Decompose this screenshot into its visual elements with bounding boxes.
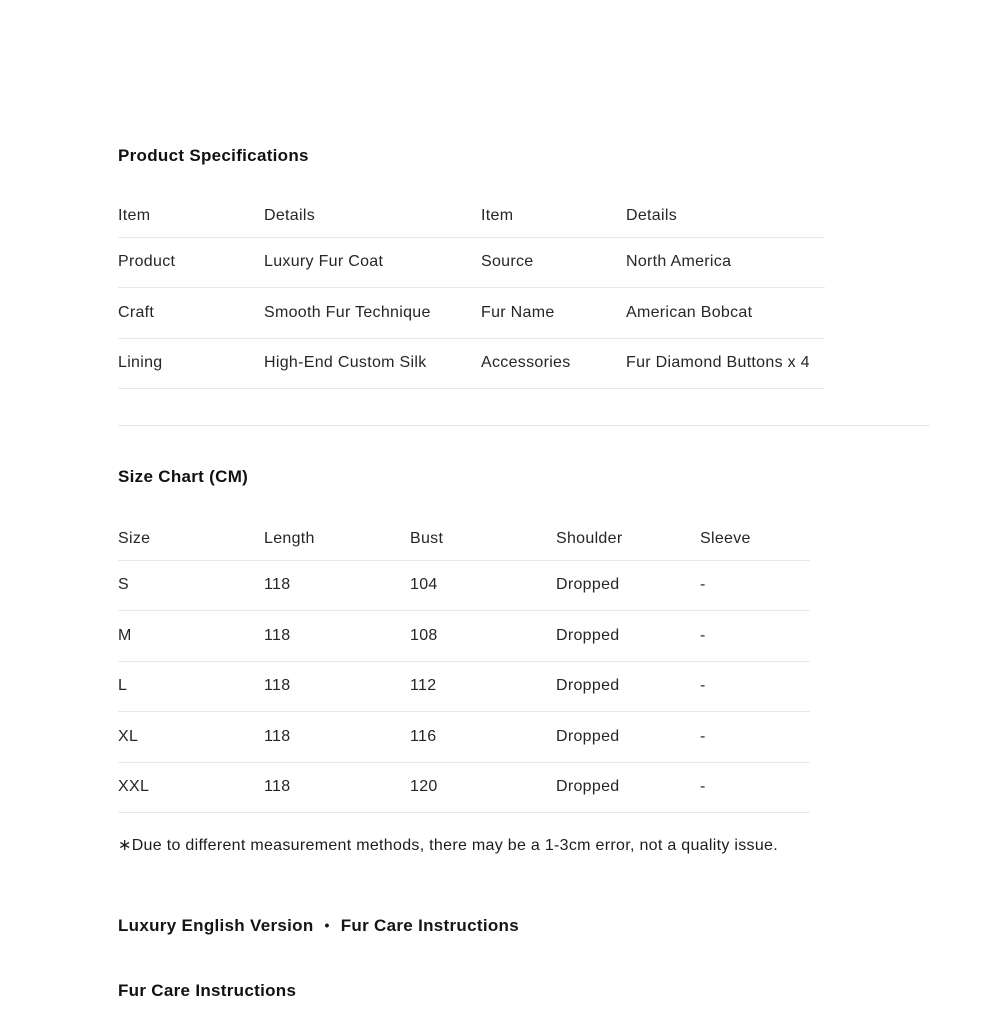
table-cell: M bbox=[118, 611, 264, 662]
table-row bbox=[118, 712, 810, 763]
table-cell: - bbox=[700, 712, 810, 763]
product-variant-line bbox=[118, 916, 930, 935]
table-cell: 118 bbox=[264, 611, 410, 662]
section-divider bbox=[118, 425, 930, 426]
table-cell: 112 bbox=[410, 661, 556, 712]
table-cell: XXL bbox=[118, 762, 264, 813]
fur-care-instructions-title: Fur Care Instructions bbox=[118, 981, 297, 1000]
table-cell: 118 bbox=[264, 712, 410, 763]
column-header: Details bbox=[264, 196, 481, 237]
table-cell: American Bobcat bbox=[626, 288, 825, 339]
table-cell: North America bbox=[626, 237, 825, 288]
table-cell: 104 bbox=[410, 560, 556, 611]
table-cell: - bbox=[700, 661, 810, 712]
table-cell: Lining bbox=[118, 338, 264, 389]
table-row bbox=[118, 762, 810, 813]
table-cell: Dropped bbox=[556, 712, 700, 763]
table-cell: High-End Custom Silk bbox=[264, 338, 481, 389]
table-row bbox=[118, 661, 810, 712]
column-header: Item bbox=[481, 196, 626, 237]
column-header: Size bbox=[118, 518, 264, 560]
table-cell: 118 bbox=[264, 762, 410, 813]
table-cell: Dropped bbox=[556, 762, 700, 813]
size-table-header-row bbox=[118, 518, 810, 560]
table-cell: Luxury Fur Coat bbox=[264, 237, 481, 288]
table-cell: Accessories bbox=[481, 338, 626, 389]
product-specifications-table bbox=[118, 196, 825, 389]
fur-care-instructions-label: Fur Care Instructions bbox=[340, 916, 519, 935]
table-row bbox=[118, 338, 825, 389]
table-cell: - bbox=[700, 611, 810, 662]
table-cell: 116 bbox=[410, 712, 556, 763]
table-cell: Craft bbox=[118, 288, 264, 339]
table-cell: S bbox=[118, 560, 264, 611]
table-cell: Fur Diamond Buttons x 4 bbox=[626, 338, 825, 389]
measurement-note: ∗Due to different measurement methods, there may be a 1-3cm error, not a quality issue. bbox=[118, 837, 778, 854]
table-row bbox=[118, 560, 810, 611]
table-cell: 120 bbox=[410, 762, 556, 813]
table-cell: 118 bbox=[264, 560, 410, 611]
column-header: Shoulder bbox=[556, 518, 700, 560]
table-cell: Dropped bbox=[556, 661, 700, 712]
table-row bbox=[118, 288, 825, 339]
table-cell: 108 bbox=[410, 611, 556, 662]
table-cell: Source bbox=[481, 237, 626, 288]
table-cell: Smooth Fur Technique bbox=[264, 288, 481, 339]
size-chart-title: Size Chart (CM) bbox=[118, 467, 249, 486]
column-header: Item bbox=[118, 196, 264, 237]
table-cell: Dropped bbox=[556, 611, 700, 662]
table-cell: L bbox=[118, 661, 264, 712]
table-cell: Dropped bbox=[556, 560, 700, 611]
product-specifications-title: Product Specifications bbox=[118, 146, 309, 165]
size-chart-table bbox=[118, 518, 810, 813]
table-cell: Fur Name bbox=[481, 288, 626, 339]
column-header: Length bbox=[264, 518, 410, 560]
variant-version-label: Luxury English Version bbox=[118, 916, 314, 935]
table-cell: Product bbox=[118, 237, 264, 288]
column-header: Details bbox=[626, 196, 825, 237]
column-header: Bust bbox=[410, 518, 556, 560]
spec-table-header-row bbox=[118, 196, 825, 237]
table-cell: XL bbox=[118, 712, 264, 763]
bullet-separator-icon: • bbox=[324, 917, 330, 933]
table-row bbox=[118, 611, 810, 662]
column-header: Sleeve bbox=[700, 518, 810, 560]
table-cell: - bbox=[700, 762, 810, 813]
table-cell: - bbox=[700, 560, 810, 611]
table-cell: 118 bbox=[264, 661, 410, 712]
table-row bbox=[118, 237, 825, 288]
